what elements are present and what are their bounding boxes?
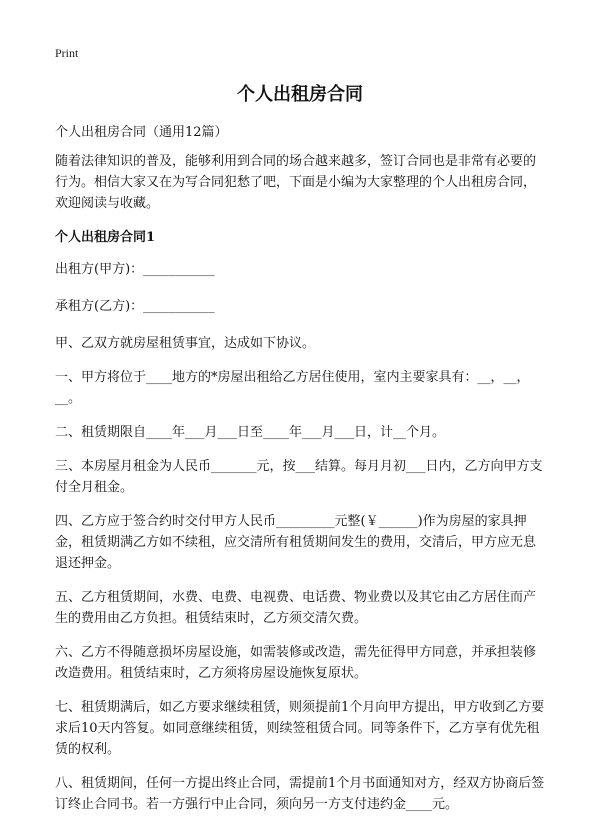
clause-2: 二、租赁期限自____年___月___日至____年___月___日，计__个月。 <box>55 425 446 440</box>
clause-5: 五、乙方租赁期间，水费、电费、电视费、电话费、物业费以及其它由乙方居住而产生的费用由乙方负担。租赁结束时，乙方须交清欠费。 <box>55 590 537 626</box>
clause-1: 一、甲方将位于____地方的*房屋出租给乙方居住使用，室内主要家具有：__，__，__。 <box>55 370 530 406</box>
clause-4: 四、乙方应于签合约时交付甲方人民币_________元整(￥______)作为房屋的家具押金，租赁期满乙方如不续租，应交清所有租赁期间发生的费用，交清后，甲方应无息退还押金。 <box>55 514 537 571</box>
section-heading: 个人出租房合同1 <box>55 230 156 245</box>
clause-6: 六、乙方不得随意损坏房屋设施，如需装修或改造，需先征得甲方同意，并承担装修改造费用。租赁结束时，乙方须将房屋设施恢复原状。 <box>55 645 537 681</box>
clause-3: 三、本房屋月租金为人民币_______元，按___结算。每月月初___日内，乙方向甲方支付全月租金。 <box>55 459 543 495</box>
document-body <box>55 122 547 828</box>
agreement-intro: 甲、乙双方就房屋租赁事宜，达成如下协议。 <box>55 336 316 351</box>
lessor-line: 出租方(甲方)：___________ <box>55 262 215 277</box>
clause-7: 七、租赁期满后，如乙方要求继续租赁，则须提前1个月向甲方提出，甲方收到乙方要求后10天内答复。如同意继续租赁，则续签租赁合同。同等条件下，乙方享有优先租赁的权利。 <box>55 700 545 757</box>
clause-8: 八、租赁期间，任何一方提出终止合同，需提前1个月书面通知对方，经双方协商后签订终止合同书。若一方强行中止合同，须向另一方支付违约金____元。 <box>55 776 545 812</box>
print-link[interactable]: Print <box>55 46 79 60</box>
document-subtitle: 个人出租房合同（通用12篇） <box>55 125 228 140</box>
lessee-line: 承租方(乙方)：___________ <box>55 299 215 314</box>
intro-paragraph: 随着法律知识的普及，能够利用到合同的场合越来越多，签订合同也是非常有必要的行为。相信大家又在为写合同犯愁了吧，下面是小编为大家整理的个人出租房合同，欢迎阅读与收藏。 <box>55 154 537 211</box>
page-title: 个人出租房合同 <box>237 84 363 105</box>
